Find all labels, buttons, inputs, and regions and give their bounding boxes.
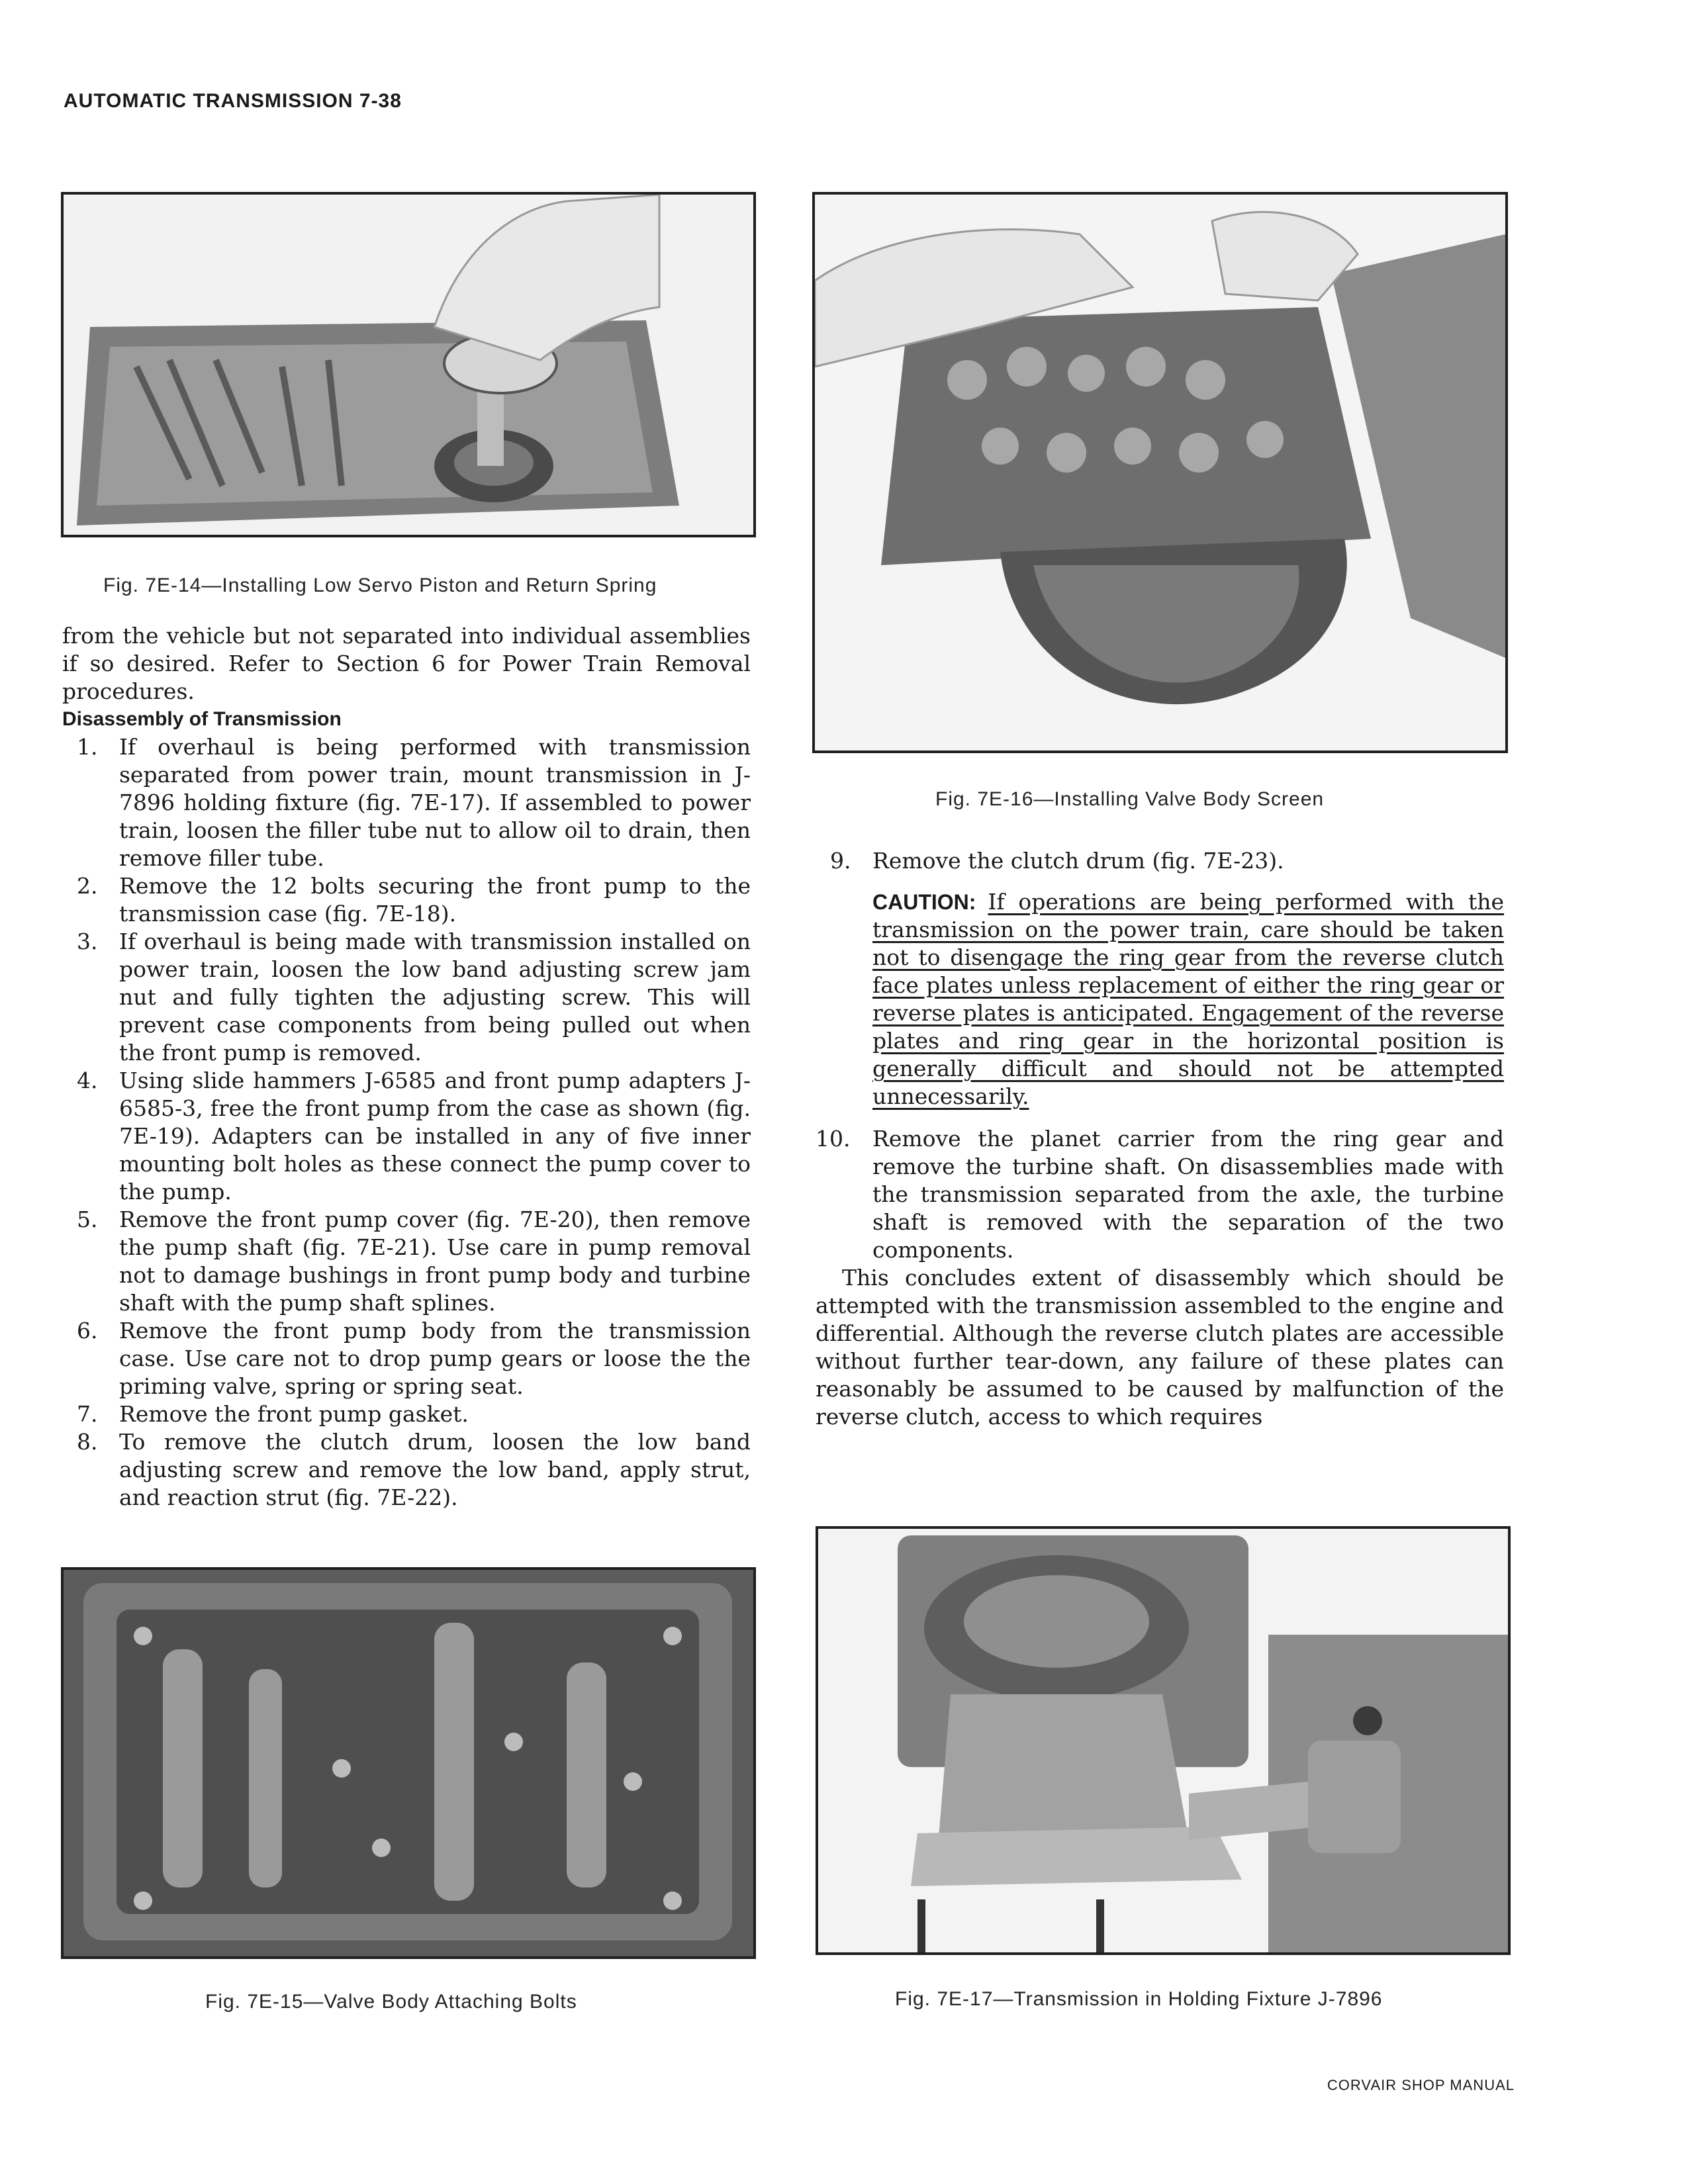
figure-7e-16-caption: Fig. 7E-16—Installing Valve Body Screen — [935, 788, 1325, 810]
figure-7e-15-photo — [61, 1567, 756, 1959]
step-item — [62, 1428, 751, 1512]
figure-7e-17-photo — [816, 1526, 1511, 1955]
figure-7e-14-photo — [61, 192, 756, 537]
page-footer: CORVAIR SHOP MANUAL — [1327, 2077, 1515, 2093]
step-item — [62, 733, 751, 872]
step-text: Using slide hammers J-6585 and front pump adapters J-6585-3, free the front pump from the case as shown (fig. 7E-19). Adapters can be installed in any of five inner mounting bolt holes as these connect the pump cover to the pump. — [119, 1068, 751, 1205]
step-item — [816, 847, 1504, 875]
figure-7e-15-caption: Fig. 7E-15—Valve Body Attaching Bolts — [205, 1991, 577, 2013]
step-number: 2. — [77, 873, 98, 899]
caution-text: If operations are being performed with the transmission on the power train, care should be taken not to disengage the ring gear from the reverse clutch face plates unless replacement of either the ring gear or reverse plates is anticipated. Engagement of the reverse plates and ring gear in the horizontal position is generally difficult and should not be attempted unnecessarily. — [872, 889, 1504, 1109]
step-number: 1. — [77, 734, 98, 760]
step-number: 8. — [77, 1429, 98, 1455]
step-text: If overhaul is being made with transmission installed on power train, loosen the low band adjusting screw jam nut and fully tighten the adjusting screw. This will prevent case components from being pulled out when the front pump is removed. — [119, 929, 751, 1066]
step-text: To remove the clutch drum, loosen the low band adjusting screw and remove the low band, apply strut, and reaction strut (fig. 7E-22). — [119, 1429, 751, 1510]
closing-paragraph: This concludes extent of disassembly which should be attempted with the transmission assembled to the engine and differential. Although the reverse clutch plates are accessible without further tear-down, any failure of these plates can reasonably be assumed to be caused by malfunction of the reverse clutch, access to which requires — [816, 1265, 1504, 1430]
step-text: Remove the 12 bolts securing the front pump to the transmission case (fig. 7E-18). — [119, 873, 751, 927]
caution-note — [816, 888, 1504, 1111]
page-header: AUTOMATIC TRANSMISSION 7-38 — [64, 90, 402, 112]
section-subheading: Disassembly of Transmission — [62, 708, 342, 730]
intro-paragraph: from the vehicle but not separated into individual assemblies if so desired. Refer to Section 6 for Power Train Removal procedures. — [62, 623, 751, 704]
step-item — [62, 1067, 751, 1206]
step-text: Remove the planet carrier from the ring gear and remove the turbine shaft. On disassemblies made with the transmission separated from the axle, the turbine shaft is removed with the separation of the two components. — [872, 1126, 1504, 1263]
step-number: 10. — [816, 1126, 851, 1152]
step-item — [816, 1125, 1504, 1264]
caution-label: CAUTION: — [872, 890, 976, 914]
step-number: 5. — [77, 1206, 98, 1232]
figure-7e-17-caption: Fig. 7E-17—Transmission in Holding Fixture J-7896 — [895, 1988, 1383, 2010]
step-item — [62, 872, 751, 928]
step-number: 4. — [77, 1068, 98, 1093]
step-item — [62, 1206, 751, 1317]
step-text: Remove the clutch drum (fig. 7E-23). — [872, 848, 1284, 874]
step-text: If overhaul is being performed with transmission separated from power train, mount transmission in J-7896 holding fixture (fig. 7E-17). If assembled to power train, loosen the filler tube nut to allow oil to drain, then remove filler tube. — [119, 734, 751, 871]
step-text: Remove the front pump cover (fig. 7E-20), then remove the pump shaft (fig. 7E-21). Use care in pump removal not to damage bushings in front pump body and turbine shaft with the pump shaft splines. — [119, 1206, 751, 1316]
step-item — [62, 1400, 751, 1428]
step-number: 3. — [77, 929, 98, 954]
step-number: 9. — [830, 848, 851, 874]
figure-7e-16-photo — [812, 192, 1508, 753]
step-number: 6. — [77, 1318, 98, 1343]
step-item — [62, 928, 751, 1067]
figure-7e-14-caption: Fig. 7E-14—Installing Low Servo Piston and Return Spring — [103, 574, 657, 596]
step-item — [62, 1317, 751, 1400]
right-column-text — [816, 847, 1504, 1431]
step-text: Remove the front pump gasket. — [119, 1401, 469, 1427]
step-number: 7. — [77, 1401, 98, 1427]
step-text: Remove the front pump body from the transmission case. Use care not to drop pump gears or loose the the priming valve, spring or spring seat. — [119, 1318, 751, 1399]
left-column-text — [62, 622, 751, 1512]
